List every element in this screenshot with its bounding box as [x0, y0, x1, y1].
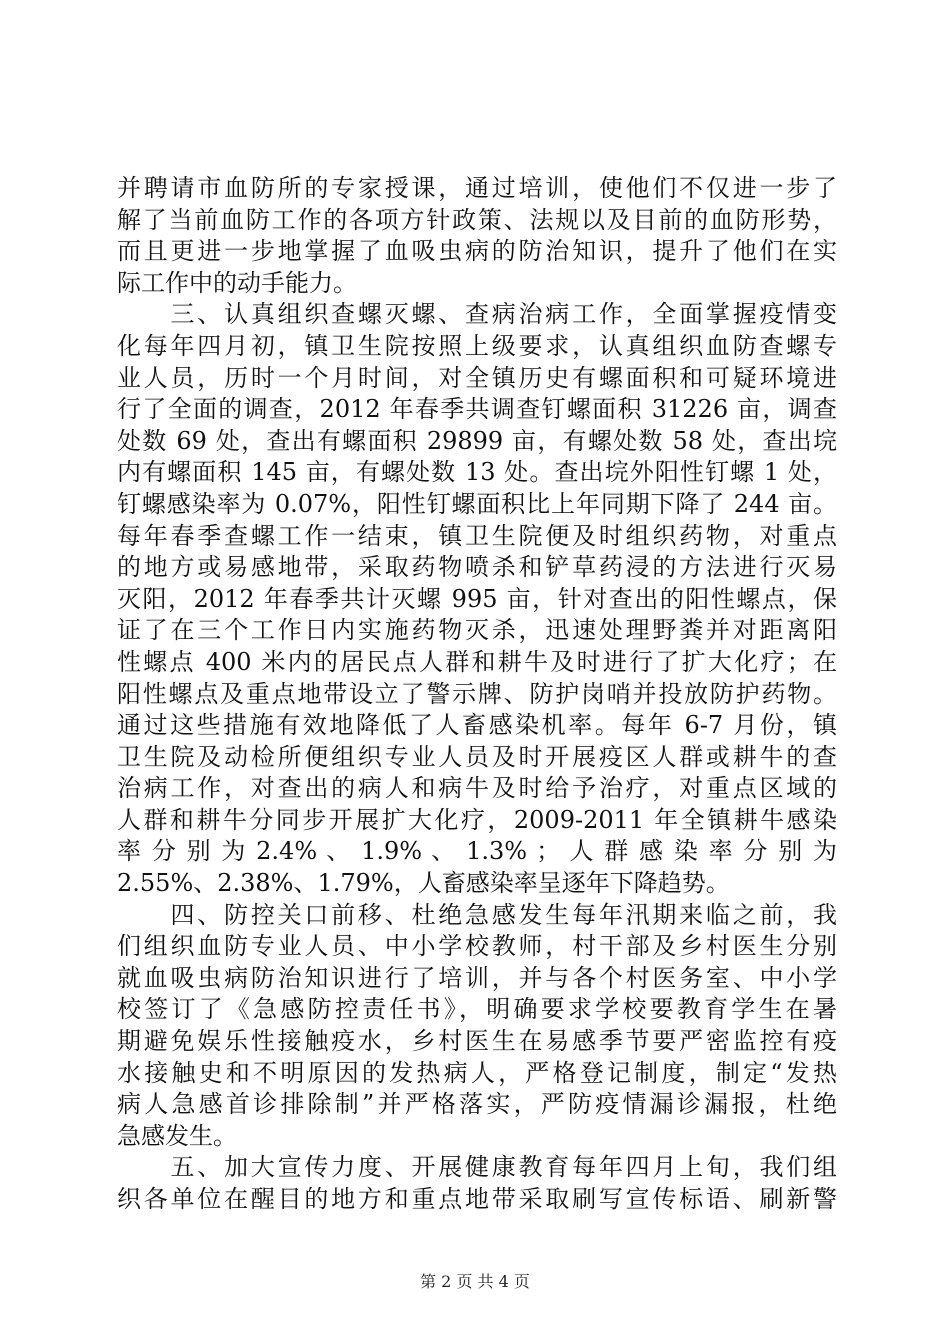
text-line: 性螺点 400 米内的居民点人群和耕牛及时进行了扩大化疗；在 [117, 647, 837, 676]
text-line: 行了全面的调查，2012 年春季共调查钉螺面积 31226 亩，调查 [117, 395, 837, 424]
text-line: 急感发生。 [117, 1121, 237, 1150]
text-line: 人群和耕牛分同步开展扩大化疗，2009-2011 年全镇耕牛感染 [117, 805, 837, 834]
text-line: 并聘请市血防所的专家授课，通过培训，使他们不仅进一步了 [117, 174, 837, 202]
text-line: 三、认真组织查螺灭螺、查病治病工作，全面掌握疫情变 [117, 300, 837, 329]
text-line: 2.55%、2.38%、1.79%，人畜感染率呈逐年下降趋势。 [117, 869, 730, 898]
text-line: 就血吸虫病防治知识进行了培训，并与各个村医务室、中小学 [117, 963, 837, 992]
text-line: 们组织血防专业人员、中小学校教师，村干部及乡村医生分别 [117, 932, 837, 961]
body-text [117, 173, 837, 1216]
text-line: 治病工作，对查出的病人和病牛及时给予治疗，对重点区域的 [117, 774, 837, 803]
text-line: 通过这些措施有效地降低了人畜感染机率。每年 6-7 月份，镇 [117, 711, 837, 740]
text-line: 四、防控关口前移、杜绝急感发生每年汛期来临之前，我 [117, 900, 837, 929]
text-line: 阳性螺点及重点地带设立了警示牌、防护岗哨并投放防护药物。 [117, 679, 837, 708]
text-line: 而且更进一步地掌握了血吸虫病的防治知识，提升了他们在实 [117, 237, 837, 266]
text-line: 内有螺面积 145 亩，有螺处数 13 处。查出垸外阳性钉螺 1 处， [117, 458, 837, 487]
text-line: 期避免娱乐性接触疫水，乡村医生在易感季节要严密监控有疫 [117, 1027, 837, 1056]
text-line: 率 分 别 为 2.4% 、 1.9% 、 1.3% ； 人 群 感 染 率 分 别 为 [117, 837, 837, 866]
text-line: 业人员，历时一个月时间，对全镇历史有螺面积和可疑环境进 [117, 363, 837, 392]
text-line: 卫生院及动检所便组织专业人员及时开展疫区人群或耕牛的查 [117, 742, 837, 771]
text-line: 五、加大宣传力度、开展健康教育每年四月上旬，我们组 [117, 1153, 837, 1182]
page-footer: 第 2 页 共 4 页 [420, 1272, 530, 1291]
text-line: 的地方或易感地带，采取药物喷杀和铲草药浸的方法进行灭易 [117, 553, 837, 582]
text-line: 钉螺感染率为 0.07%，阳性钉螺面积比上年同期下降了 244 亩。 [117, 489, 837, 518]
text-line: 证了在三个工作日内实施药物灭杀，迅速处理野粪并对距离阳 [117, 616, 837, 645]
text-line: 处数 69 处，查出有螺面积 29899 亩，有螺处数 58 处，查出垸 [117, 426, 837, 455]
text-line: 水接触史和不明原因的发热病人，严格登记制度，制定“发热 [117, 1058, 837, 1087]
text-line: 灭阳，2012 年春季共计灭螺 995 亩，针对查出的阳性螺点，保 [117, 584, 837, 613]
text-line: 校签订了《急感防控责任书》，明确要求学校要教育学生在暑 [117, 995, 837, 1024]
text-line: 织各单位在醒目的地方和重点地带采取刷写宣传标语、刷新警 [117, 1185, 837, 1213]
text-line: 际工作中的动手能力。 [117, 268, 357, 297]
text-line: 化每年四月初，镇卫生院按照上级要求，认真组织血防查螺专 [117, 331, 837, 360]
text-line: 病人急感首诊排除制”并严格落实，严防疫情漏诊漏报，杜绝 [117, 1090, 837, 1119]
text-line: 解了当前血防工作的各项方针政策、法规以及目前的血防形势， [117, 205, 837, 234]
text-line: 每年春季查螺工作一结束，镇卫生院便及时组织药物，对重点 [117, 521, 837, 550]
